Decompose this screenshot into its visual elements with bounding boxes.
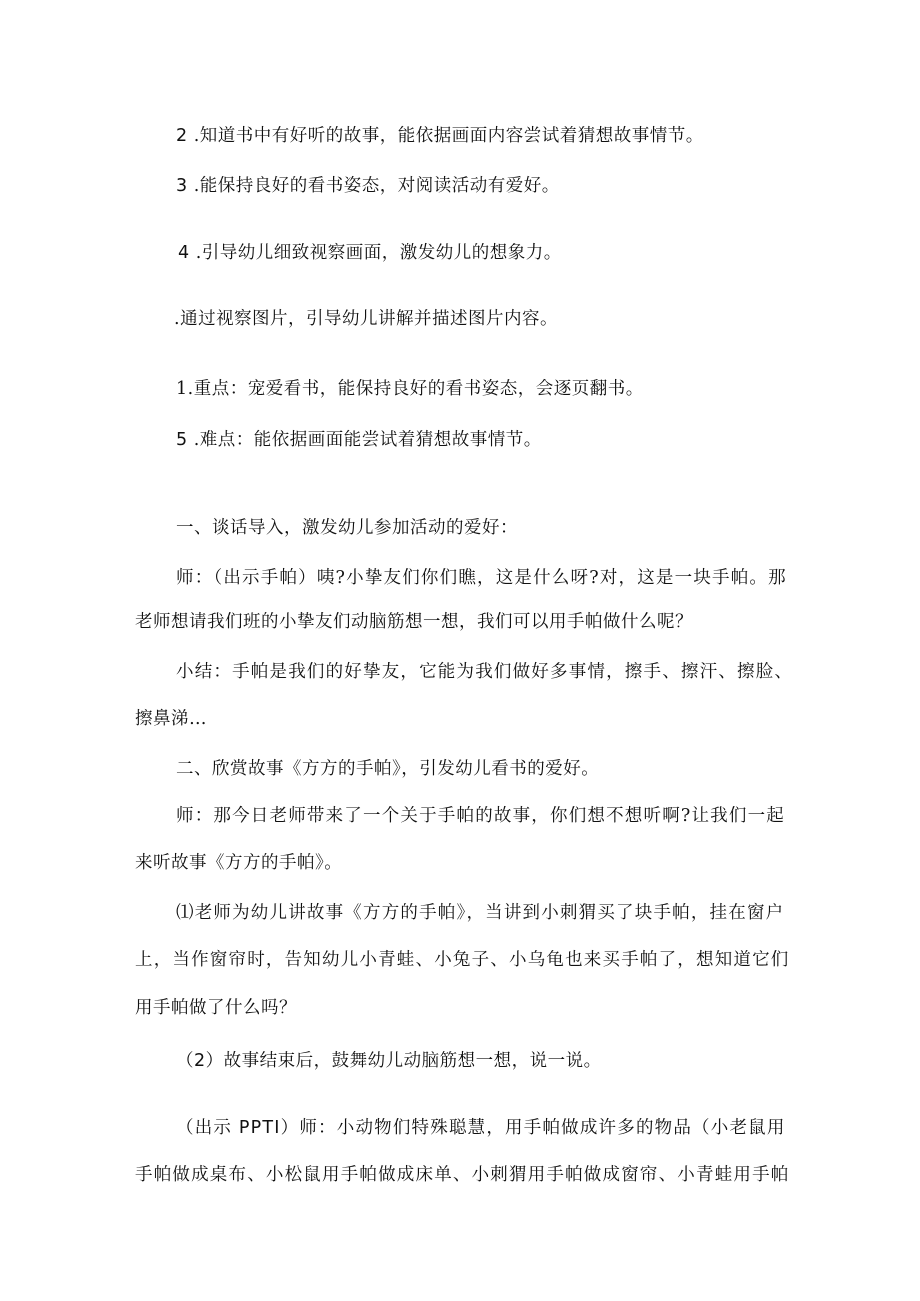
- s2-paragraph1-line2: 来听故事《方方的手帕》。: [135, 853, 343, 873]
- s2-paragraph2-line3: 用手帕做了什么吗？: [135, 998, 297, 1018]
- objective-observe: .通过视察图片，引导幼儿讲解并描述图片内容。: [174, 309, 559, 329]
- s1-paragraph2-line1: 小结：手帕是我们的好挚友，它能为我们做好多事情，擦手、擦汗、擦脸、: [176, 662, 794, 682]
- s2-paragraph4-line1: [176, 1116, 786, 1140]
- section2-heading: 二、欣赏故事《方方的手帕》，引发幼儿看书的爱好。: [176, 759, 600, 779]
- s1-paragraph1-line1: 师：（出示手帕）咦?小挚友们你们瞧，这是什么呀?对，这是一块手帕。那: [176, 568, 787, 588]
- objective-number: 2: [176, 126, 188, 146]
- key-point-text: .难点：能依据画面能尝试着猜想故事情节。: [187, 430, 542, 450]
- key-point-number: 5: [176, 430, 188, 450]
- objective-text: .能保持良好的看书姿态，对阅读活动有爱好。: [187, 176, 560, 196]
- objective-text: .知道书中有好听的故事，能依据画面内容尝试着猜想故事情节。: [187, 126, 704, 146]
- key-point-important: 1.重点：宠爱看书，能保持良好的看书姿态，会逐页翻书。: [176, 379, 644, 399]
- objective-3: [176, 174, 560, 198]
- objective-number: 4: [178, 243, 190, 263]
- objective-number: 3: [176, 176, 188, 196]
- section1-heading: 一、谈话导入，激发幼儿参加活动的爱好：: [176, 518, 518, 538]
- s2-paragraph1-line1: 师：那今日老师带来了一个关于手帕的故事，你们想不想听啊?让我们一起: [176, 806, 785, 826]
- s2-paragraph2-line2: 上，当作窗帘时，告知幼儿小青蛙、小兔子、小乌龟也来买手帕了，想知道它们: [135, 950, 790, 970]
- ppt-label: PPTI: [238, 1118, 281, 1138]
- step-text: ）故事结束后，鼓舞幼儿动脑筋想一想，说一说。: [205, 1051, 602, 1071]
- objective-2: [176, 124, 704, 148]
- key-point-difficult: [176, 428, 542, 452]
- paren-open: （出示: [176, 1118, 239, 1138]
- s2-paragraph4-line2: 手帕做成桌布、小松鼠用手帕做成床单、小刺猬用手帕做成窗帘、小青蛙用手帕: [135, 1165, 790, 1185]
- paragraph-text: ）师：小动物们特殊聪慧，用手帕做成许多的物品（小老鼠用: [280, 1118, 786, 1138]
- s1-paragraph1-line2: 老师想请我们班的小挚友们动脑筋想一想，我们可以用手帕做什么呢？: [135, 612, 693, 632]
- step-number: 2: [194, 1051, 206, 1071]
- s2-paragraph3: [176, 1049, 602, 1073]
- objective-text: .引导幼儿细致视察画面，激发幼儿的想象力。: [189, 243, 562, 263]
- s1-paragraph2-line2: 擦鼻涕…: [135, 709, 207, 729]
- paren-open: （: [176, 1051, 194, 1071]
- s2-paragraph2-line1: ⑴老师为幼儿讲故事《方方的手帕》，当讲到小刺猬买了块手帕，挂在窗户: [176, 903, 785, 923]
- objective-4: [178, 241, 562, 265]
